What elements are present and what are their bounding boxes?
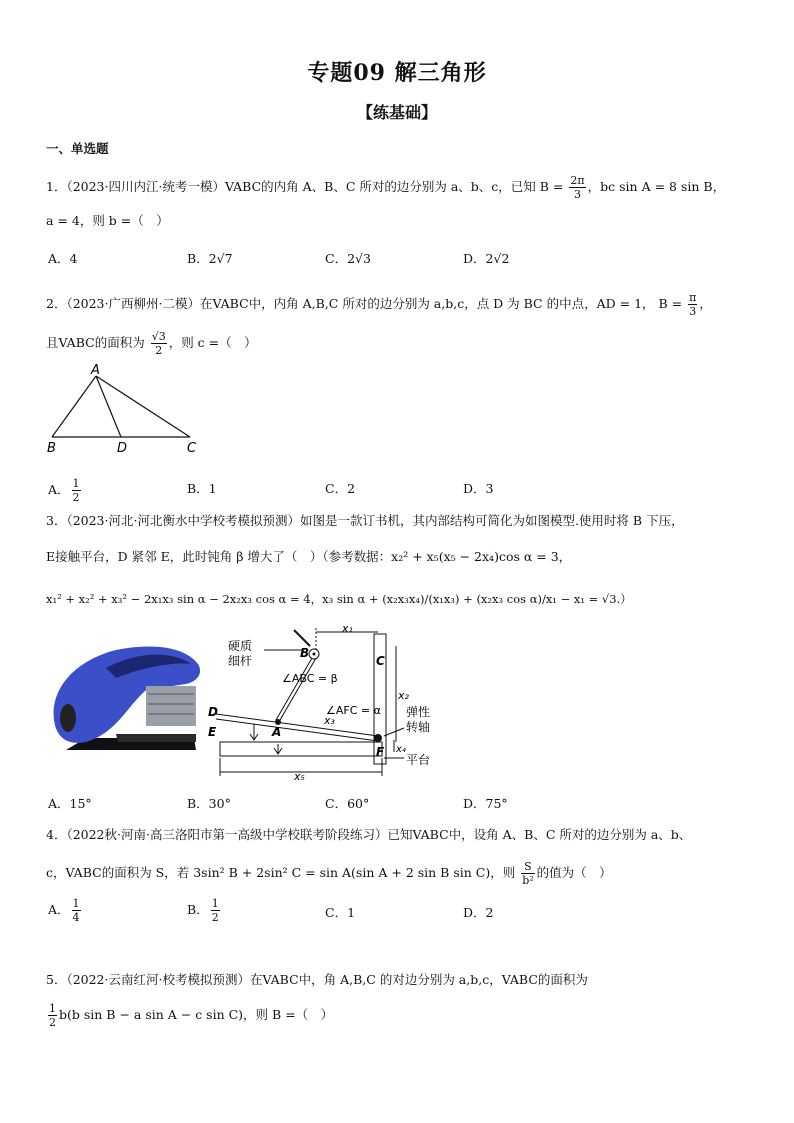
q3-option-b[interactable]: B．30° [187,796,231,811]
q3-line2: E接触平台，D 紧邻 E，此时钝角 β 增大了（ ）（参考数据：x₂² + x₅(x₅ − 2x₄)cos α = 3， [46,549,572,564]
q1-option-d[interactable]: D．2√2 [463,251,510,266]
q1-option-c[interactable]: C．2√3 [325,251,371,266]
label-c: C [187,441,197,456]
q1-option-b[interactable]: B．2√7 [187,251,233,266]
svg-text:F: F [376,745,385,759]
svg-text:x₃: x₃ [324,714,335,727]
stapler-mechanism [146,686,196,726]
q3-option-d[interactable]: D．75° [463,796,508,811]
q3-option-c[interactable]: C．60° [325,796,370,811]
stapler-illustration [46,638,206,768]
q1-cond-b: B = [539,179,564,194]
q4-option-c[interactable]: C．1 [325,905,356,920]
question-3: 3．（2023·河北·河北衡水中学校考模拟预测）如图是一款订书机，其内部结构可简化为如图模型.使用时将 B 下压， [46,513,684,528]
side-ab [52,376,96,437]
section-heading: 一、单选题 [46,141,109,156]
q1-line2: a = 4，则 b =（ ） [46,213,169,228]
label-spring-2: 转轴 [406,720,431,734]
q2-fraction: $\frac{\pi}{3}$ [689,291,697,318]
pivot-f [374,734,382,742]
q2-cond: B = [658,296,683,311]
q3-line3: x₁² + x₂² + x₃² − 2x₁x₃ sin α − 2x₂x₃ cos α = 4，x₃ sin α + (x₂x₃x₄)/(x₁x₃) + (x₂x₃ cos α)/x₁ − x₁ = √3.） [46,592,632,606]
q2-option-b[interactable]: B．1 [187,481,217,496]
label-a: A [91,364,100,378]
svg-text:x₄: x₄ [396,744,406,755]
q3-option-a[interactable]: A．15° [48,796,92,811]
q2-stem: 2．（2023·广西柳州·二模）在VABC中，内角 A,B,C 所对的边分别为 a,b,c，点 D 为 BC 的中点，AD = 1， [46,296,655,311]
q4-fraction: $\frac{S}{\text{b²}}$ [522,860,534,887]
q1-option-a[interactable]: A．4 [48,251,78,266]
median-ad [96,376,121,437]
q2-option-a[interactable]: A． $\frac{1}{2}$ [48,477,80,504]
q2-option-d[interactable]: D．3 [463,481,494,496]
label-platform: 平台 [406,753,431,767]
q1-fraction: $\frac{2\pi}{3}$ [570,174,585,201]
svg-text:∠AFC = α: ∠AFC = α [326,704,381,717]
stapler-side-oval [60,704,76,732]
svg-text:E: E [208,725,217,739]
q4-option-b[interactable]: B． $\frac{1}{2}$ [187,897,219,924]
rod-ba [276,658,312,720]
q2-option-c[interactable]: C．2 [325,481,356,496]
svg-text:B: B [300,646,310,660]
q5-fraction: $\frac{1}{2}$ [49,1002,56,1029]
page-title: 专题09 解三角形 [307,60,487,86]
page-subtitle: 【练基础】 [356,103,437,122]
label-rod: 硬质 [228,639,253,653]
label-d: D [117,441,128,456]
label-b: B [47,441,56,456]
q4-option-d[interactable]: D．2 [463,905,494,920]
svg-text:∠ABC = β: ∠ABC = β [282,672,338,685]
lever-df [216,714,378,736]
press-arrow [294,630,310,646]
platform [220,742,382,756]
q1-cond-2: ，bc sin A = 8 sin B， [587,179,726,194]
label-spring: 弹性 [406,705,431,719]
side-ac [96,376,190,437]
q4-line2: c，VABC的面积为 S，若 3sin² B + 2sin² C = sin A(sin A + 2 sin B sin C)，则 $\frac{S}{\text{b²}}$ 的值为（ ） [46,860,612,887]
q2-line2: 且VABC的面积为 $\frac{√3}{2}$ ，则 c =（ ） [46,330,257,357]
svg-text:x₅: x₅ [294,770,305,782]
svg-text:C: C [376,654,385,668]
question-5: 5．（2022·云南红河·校考模拟预测）在VABC中，角 A,B,C 的对边分别为 a,b,c，VABC的面积为 [46,972,588,987]
question-4: 4．（2022秋·河南·高三洛阳市第一高级中学校联考阶段练习）已知VABC中，设角 A、B、C 所对的边分别为 a、b、 [46,827,692,842]
q2-area-fraction: $\frac{√3}{2}$ [151,330,166,357]
label-rod-2: 细杆 [228,654,253,668]
question-1 [46,174,725,201]
q1-stem: 1．（2023·四川内江·统考一模）VABC的内角 A、B、C 所对的边分别为 a、b、c，已知 [46,179,536,194]
q2-triangle-figure [40,364,210,459]
svg-text:x₁: x₁ [342,624,353,635]
svg-text:D: D [208,705,218,719]
svg-text:A: A [272,725,282,739]
question-2: 2．（2023·广西柳州·二模）在VABC中，内角 A,B,C 所对的边分别为 a,b,c，点 D 为 BC 的中点，AD = 1， B = $\frac{\pi}{3}$ ， [46,291,712,318]
stapler-tray [116,734,196,742]
svg-text:x₂: x₂ [398,689,409,702]
q5-line2: $\frac{1}{2}$ b(b sin B − a sin A − c sin C)，则 B =（ ） [49,1002,334,1029]
q3-mechanism-diagram [206,624,446,782]
q4-option-a[interactable]: A． $\frac{1}{4}$ [48,897,80,924]
